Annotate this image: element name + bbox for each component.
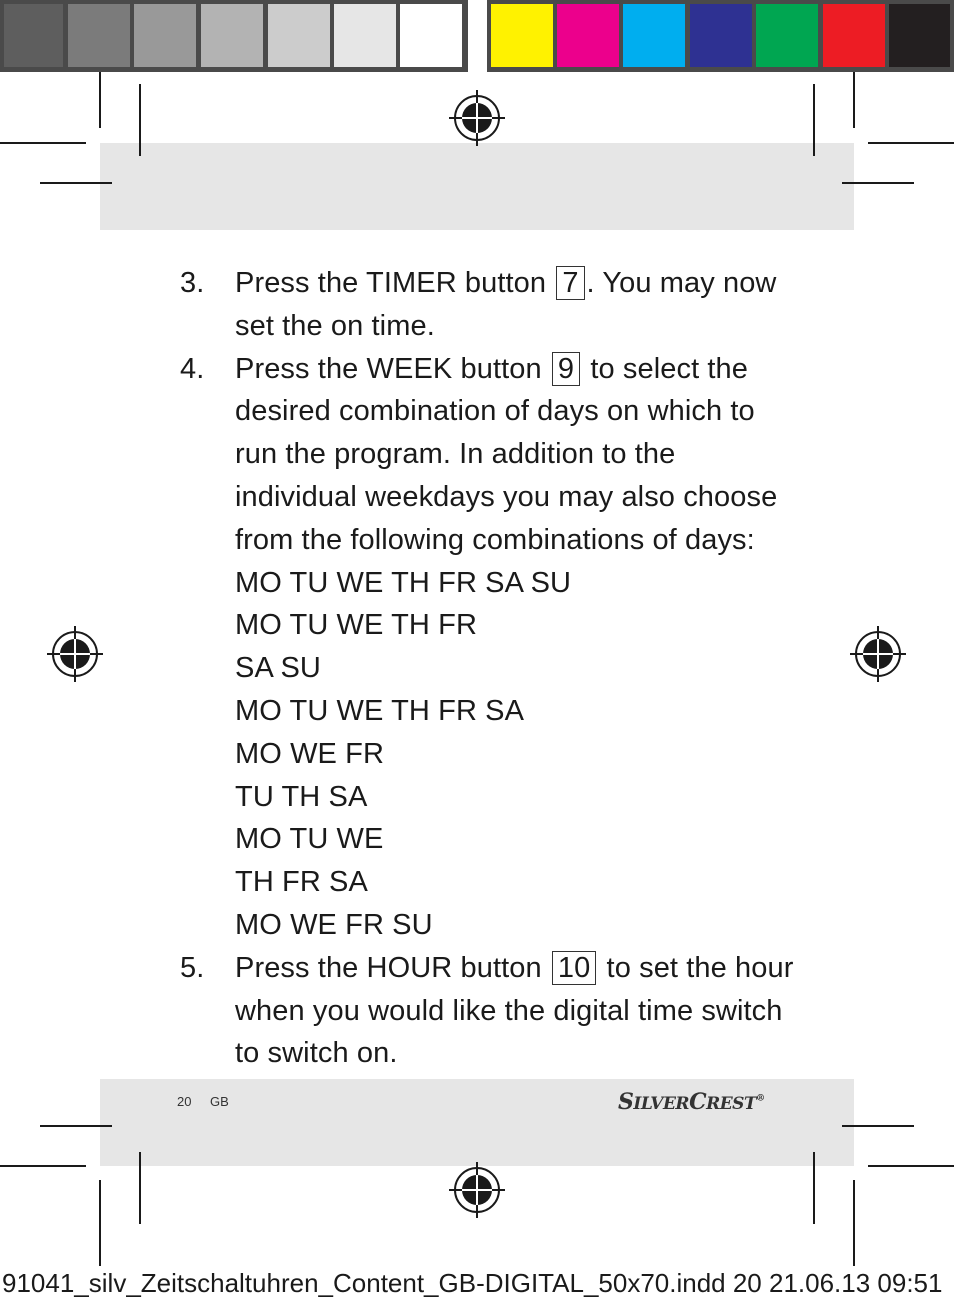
step-number: 4. xyxy=(180,352,205,385)
day-combination: MO TU WE TH FR SA xyxy=(235,694,525,727)
crop-mark xyxy=(99,1180,101,1266)
crop-mark xyxy=(40,1125,112,1127)
step-text xyxy=(235,947,800,1075)
gray-swatch xyxy=(68,4,130,67)
day-combination: MO WE FR SU xyxy=(235,908,433,941)
green-swatch xyxy=(756,4,818,67)
step-text-post: . You may now set the on time. xyxy=(235,267,777,342)
step-number: 5. xyxy=(180,951,205,984)
header-band xyxy=(100,143,854,230)
key-reference: 7 xyxy=(556,266,584,300)
gray-swatch xyxy=(268,4,330,67)
day-combination: MO TU WE TH FR xyxy=(235,609,477,642)
registration-mark-icon xyxy=(449,1162,505,1218)
step-text xyxy=(235,348,800,947)
gray-swatch xyxy=(400,4,462,67)
brand-logo: SILVERCREST® xyxy=(618,1089,765,1115)
step-item xyxy=(180,262,800,348)
day-combination: SA SU xyxy=(235,652,321,685)
red-swatch xyxy=(823,4,885,67)
crop-mark xyxy=(842,182,914,184)
step-text-pre: Press the HOUR button xyxy=(235,951,542,984)
magenta-swatch xyxy=(557,4,619,67)
crop-mark xyxy=(0,142,86,144)
registration-mark-icon xyxy=(47,626,103,682)
page-number: 20 xyxy=(177,1094,192,1109)
step-text-post: to select the desired combination of days on which to run the program. In addition to the individual weekdays you may also choose from the following combinations of days: xyxy=(235,352,778,556)
process-color-strip xyxy=(487,0,954,72)
day-combination: MO WE FR xyxy=(235,737,385,770)
cyan-swatch xyxy=(623,4,685,67)
key-reference: 9 xyxy=(552,352,580,386)
step-text-pre: Press the WEEK button xyxy=(235,352,542,385)
step-text xyxy=(235,262,800,348)
day-combination: TU TH SA xyxy=(235,780,368,813)
crop-mark xyxy=(842,1125,914,1127)
step-item xyxy=(180,348,800,947)
print-slug: 91041_silv_Zeitschaltuhren_Content_GB-DIGITAL_50x70.indd 20 21.06.13 09:51 xyxy=(2,1268,943,1298)
black-swatch xyxy=(889,4,950,67)
gray-scale-strip xyxy=(0,0,468,72)
key-reference: 10 xyxy=(552,951,596,985)
crop-mark xyxy=(868,142,954,144)
crop-mark xyxy=(139,1152,141,1224)
blue-swatch xyxy=(690,4,752,67)
language-code: GB xyxy=(210,1094,229,1109)
crop-mark xyxy=(813,1152,815,1224)
gray-swatch xyxy=(4,4,63,67)
day-combination: TH FR SA xyxy=(235,866,368,899)
step-text-pre: Press the TIMER button xyxy=(235,267,547,299)
gray-swatch xyxy=(134,4,196,67)
crop-mark xyxy=(99,72,101,128)
registration-mark-icon xyxy=(449,90,505,146)
step-text-post: to set the hour when you would like the digital time switch to switch on. xyxy=(235,951,794,1070)
step-item xyxy=(180,947,800,1075)
crop-mark xyxy=(0,1165,86,1167)
yellow-swatch xyxy=(491,4,553,67)
crop-mark xyxy=(868,1165,954,1167)
crop-mark xyxy=(813,84,815,156)
crop-mark xyxy=(40,182,112,184)
registration-mark-icon xyxy=(850,626,906,682)
crop-mark xyxy=(853,72,855,128)
gray-swatch xyxy=(201,4,263,67)
crop-mark xyxy=(853,1180,855,1266)
step-number: 3. xyxy=(180,267,205,299)
day-combination: MO TU WE xyxy=(235,823,384,856)
instruction-steps xyxy=(180,262,800,1075)
crop-mark xyxy=(139,84,141,156)
day-combination: MO TU WE TH FR SA SU xyxy=(235,566,572,599)
gray-swatch xyxy=(334,4,396,67)
